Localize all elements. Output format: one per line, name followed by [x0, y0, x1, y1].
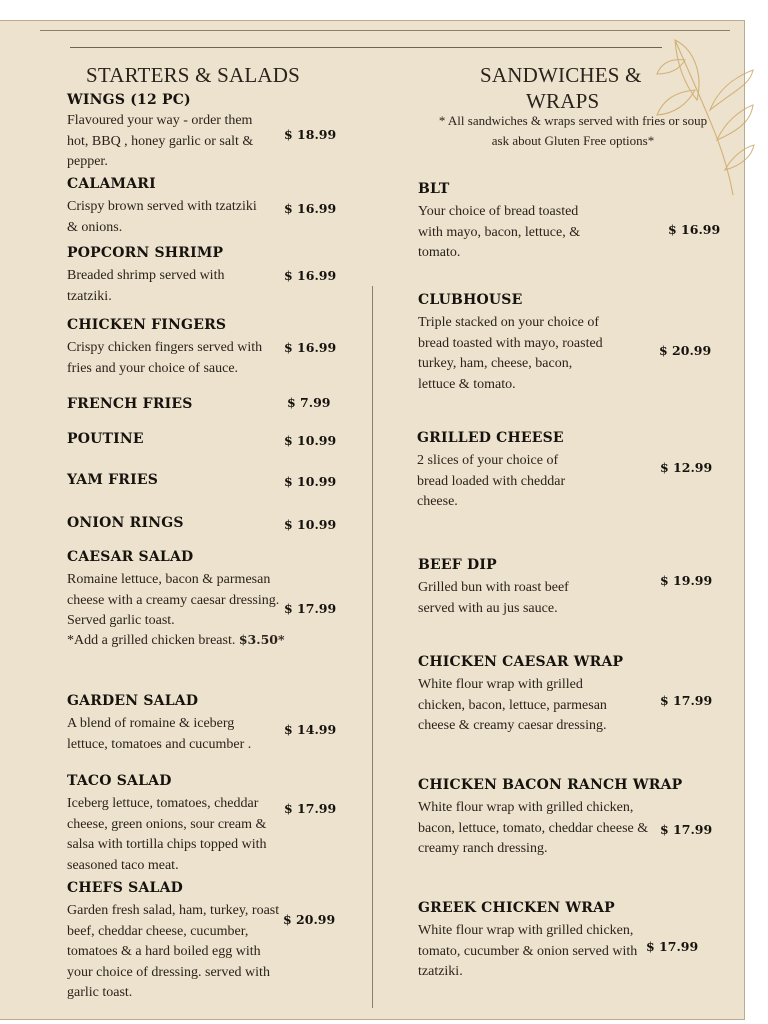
item-price: $ 14.99: [284, 722, 337, 737]
item-description: Crispy chicken fingers served with fries and your choice of sauce.: [67, 340, 263, 376]
item-name: CALAMARI: [67, 176, 156, 192]
item-description: Flavoured your way - order them hot, BBQ , honey garlic or salt & pepper.: [67, 113, 254, 170]
item-description: Triple stacked on your choice of bread toasted with mayo, roasted turkey, ham, cheese, bacon, lettuce & tomato.: [418, 315, 603, 392]
item-description: 2 slices of your choice of bread loaded with cheddar cheese.: [417, 453, 566, 510]
item-name: POUTINE: [67, 431, 144, 447]
item-description: Crispy brown served with tzatziki & onions.: [67, 199, 257, 235]
item-name: YAM FRIES: [67, 472, 159, 488]
item-description: Breaded shrimp served with tzatziki.: [67, 268, 225, 304]
item-price: $ 17.99: [660, 693, 713, 708]
sandwich-note: [420, 111, 726, 151]
top-rule-inner: [70, 47, 662, 48]
item-description: White flour wrap with grilled chicken, bacon, lettuce, parmesan cheese & creamy caesar dressing.: [418, 677, 607, 734]
item-price: $ 20.99: [659, 343, 712, 358]
item-name: TACO SALAD: [67, 773, 172, 789]
item-name: CHICKEN BACON RANCH WRAP: [418, 777, 683, 793]
item-price: $ 17.99: [660, 822, 713, 837]
item-price: $ 18.99: [284, 127, 337, 142]
note-line-1: * All sandwiches & wraps served with fries or soup: [438, 113, 708, 128]
item-price: $ 16.99: [284, 340, 337, 355]
item-name: BLT: [418, 181, 450, 197]
item-price: $ 12.99: [660, 460, 713, 475]
item-price: $ 16.99: [284, 268, 337, 283]
section-title-starters: STARTERS & SALADS: [86, 63, 300, 87]
item-name: CLUBHOUSE: [418, 292, 523, 308]
item-description: White flour wrap with grilled chicken, tomato, cucumber & onion served with tzatziki.: [418, 923, 638, 980]
item-name: CAESAR SALAD: [67, 549, 194, 565]
item-description: Grilled bun with roast beef served with au jus sauce.: [418, 580, 569, 616]
item-price: $ 7.99: [287, 395, 331, 410]
item-price: $ 17.99: [646, 939, 699, 954]
item-name: FRENCH FRIES: [67, 396, 193, 412]
item-name: POPCORN SHRIMP: [67, 245, 224, 261]
item-name: GRILLED CHEESE: [417, 430, 564, 446]
item-name: WINGS (12 PC): [67, 92, 191, 108]
item-name: CHEFS SALAD: [67, 880, 183, 896]
top-rule: [40, 30, 730, 31]
add-on-note: [67, 632, 285, 649]
item-price: $ 17.99: [284, 601, 337, 616]
item-name: GARDEN SALAD: [67, 693, 199, 709]
item-name: CHICKEN CAESAR WRAP: [418, 654, 624, 670]
item-price: $ 20.99: [283, 912, 336, 927]
item-name: GREEK CHICKEN WRAP: [418, 900, 615, 916]
item-price: $ 10.99: [284, 474, 337, 489]
item-price: $ 16.99: [668, 222, 721, 237]
item-price: $ 19.99: [660, 573, 713, 588]
item-name: ONION RINGS: [67, 515, 184, 531]
section-title-wraps: WRAPS: [526, 89, 600, 113]
add-on-price: $3.50*: [238, 632, 285, 647]
item-price: $ 16.99: [284, 201, 337, 216]
note-line-2: ask about Gluten Free options*: [491, 133, 655, 148]
item-name: CHICKEN FINGERS: [67, 317, 227, 333]
item-description: White flour wrap with grilled chicken, bacon, lettuce, tomato, cheddar cheese & creamy ranch dressing.: [418, 800, 649, 857]
item-price: $ 10.99: [284, 433, 337, 448]
item-price: $ 10.99: [284, 517, 337, 532]
add-on-text: *Add a grilled chicken breast.: [67, 633, 236, 648]
item-description: Romaine lettuce, bacon & parmesan cheese with a creamy caesar dressing. Served garlic toast.: [67, 572, 280, 629]
item-description: A blend of romaine & iceberg lettuce, tomatoes and cucumber .: [67, 716, 252, 752]
section-title-sandwiches: SANDWICHES &: [480, 63, 642, 87]
item-name: BEEF DIP: [418, 557, 497, 573]
column-divider: [372, 286, 373, 1008]
item-price: $ 17.99: [284, 801, 337, 816]
item-description: Your choice of bread toasted with mayo, bacon, lettuce, & tomato.: [418, 204, 581, 261]
item-description: Iceberg lettuce, tomatoes, cheddar cheese, green onions, sour cream & salsa with tortilla chips topped with seasoned taco meat.: [67, 796, 267, 873]
item-description: Garden fresh salad, ham, turkey, roast beef, cheddar cheese, cucumber, tomatoes & a hard boiled egg with your choice of dressing. served with garlic toast.: [67, 903, 280, 1001]
